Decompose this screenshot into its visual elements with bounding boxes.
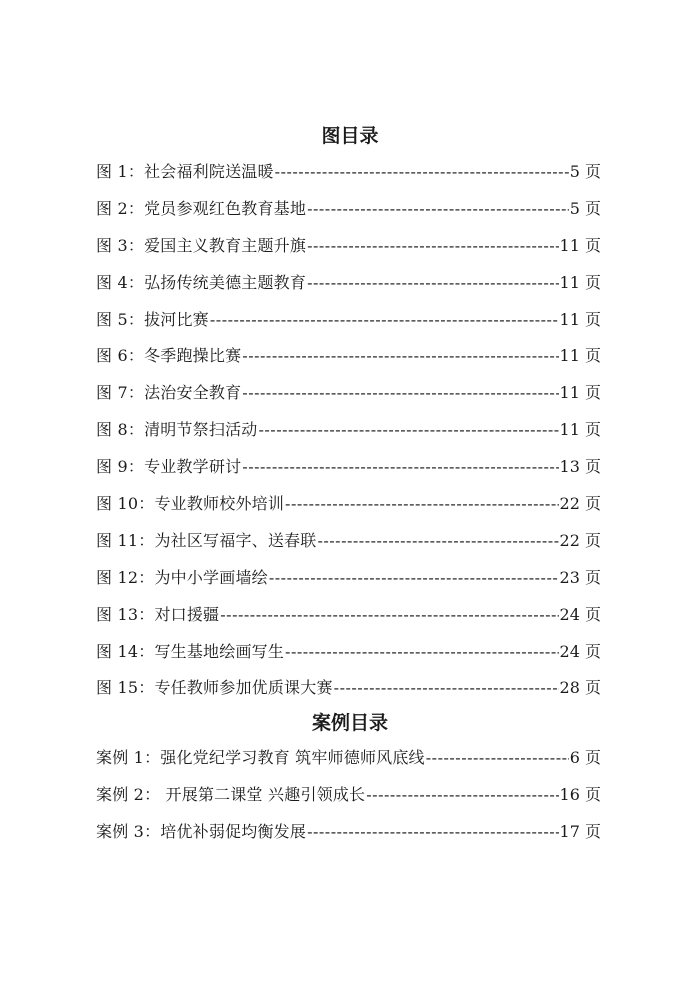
dot-leader (242, 344, 558, 367)
figure-entry-label: 图 2：党员参观红色教育基地 (96, 198, 307, 218)
figure-entry (96, 529, 601, 566)
figure-entry-label: 图 14：写生基地绘画写生 (96, 641, 285, 661)
figure-entry-page: 28 页 (559, 678, 601, 698)
figure-entry-page: 24 页 (559, 641, 601, 661)
case-entry-page: 6 页 (569, 748, 601, 767)
dot-leader (269, 566, 559, 589)
figure-entry-page: 22 页 (559, 494, 601, 514)
dot-leader (258, 418, 558, 441)
figure-entry-page: 23 页 (559, 567, 601, 587)
case-entry-page: 17 页 (559, 822, 601, 841)
figure-entry (96, 640, 601, 677)
dot-leader (307, 271, 558, 294)
case-entry-label: 案例 2： 开展第二课堂 兴趣引领成长 (96, 785, 366, 804)
figure-entry-label: 图 7：法治安全教育 (96, 383, 242, 403)
figure-entry-page: 22 页 (559, 530, 601, 550)
figure-entry-label: 图 8：清明节祭扫活动 (96, 420, 258, 440)
dot-leader (426, 746, 569, 769)
figure-entry (96, 418, 601, 455)
figure-entry-label: 图 4：弘扬传统美德主题教育 (96, 272, 307, 292)
figure-entry-page: 11 页 (559, 309, 601, 329)
case-entry (96, 820, 601, 857)
figure-entry (96, 381, 601, 418)
dot-leader (242, 455, 558, 478)
case-entry (96, 783, 601, 820)
figure-entry (96, 566, 601, 603)
dot-leader (285, 640, 559, 663)
figure-entry (96, 197, 601, 234)
figure-entry-label: 图 12：为中小学画墙绘 (96, 567, 268, 587)
figure-entry-label: 图 15：专任教师参加优质课大赛 (96, 678, 333, 698)
figure-entry-page: 11 页 (559, 272, 601, 292)
case-entry-page: 16 页 (559, 785, 601, 804)
dot-leader (307, 820, 558, 843)
dot-leader (307, 197, 569, 220)
dot-leader (366, 783, 558, 806)
figure-entry-label: 图 13：对口援疆 (96, 604, 220, 624)
dot-leader (317, 529, 558, 552)
figure-entry-page: 5 页 (569, 198, 601, 218)
dot-leader (210, 308, 559, 331)
figure-entry-label: 图 6：冬季跑操比赛 (96, 346, 242, 366)
figure-entry-label: 图 3：爱国主义教育主题升旗 (96, 235, 307, 255)
figure-entry-page: 11 页 (559, 235, 601, 255)
dot-leader (242, 381, 558, 404)
case-entry-label: 案例 3：培优补弱促均衡发展 (96, 822, 307, 841)
figure-entry-page: 5 页 (569, 162, 601, 181)
figure-entry-label: 图 5：拔河比赛 (96, 309, 209, 329)
case-list (96, 746, 601, 857)
figure-entry-page: 11 页 (559, 420, 601, 440)
figure-entry (96, 160, 601, 197)
case-entry (96, 746, 601, 783)
figure-list (96, 160, 601, 713)
dot-leader (307, 234, 558, 257)
figure-entry (96, 234, 601, 271)
figure-entry (96, 603, 601, 640)
figure-entry (96, 492, 601, 529)
figure-entry (96, 455, 601, 492)
figure-entry (96, 308, 601, 345)
figure-entry-label: 图 11：为社区写福字、送春联 (96, 530, 317, 550)
case-list-title: 案例目录 (311, 712, 388, 734)
figure-entry (96, 271, 601, 308)
dot-leader (285, 492, 559, 515)
figure-entry-page: 13 页 (559, 457, 601, 477)
figure-entry-page: 11 页 (559, 346, 601, 366)
figure-entry (96, 344, 601, 381)
dot-leader (220, 603, 558, 626)
figure-list-title: 图目录 (321, 125, 379, 147)
dot-leader (275, 160, 569, 183)
figure-entry (96, 676, 601, 713)
dot-leader (334, 676, 559, 699)
figure-entry-page: 24 页 (559, 604, 601, 624)
figure-entry-label: 图 1：社会福利院送温暖 (96, 162, 274, 181)
case-entry-label: 案例 1：强化党纪学习教育 筑牢师德师风底线 (96, 748, 425, 767)
figure-entry-page: 11 页 (559, 383, 601, 403)
figure-entry-label: 图 9：专业教学研讨 (96, 457, 242, 477)
figure-entry-label: 图 10：专业教师校外培训 (96, 494, 285, 514)
